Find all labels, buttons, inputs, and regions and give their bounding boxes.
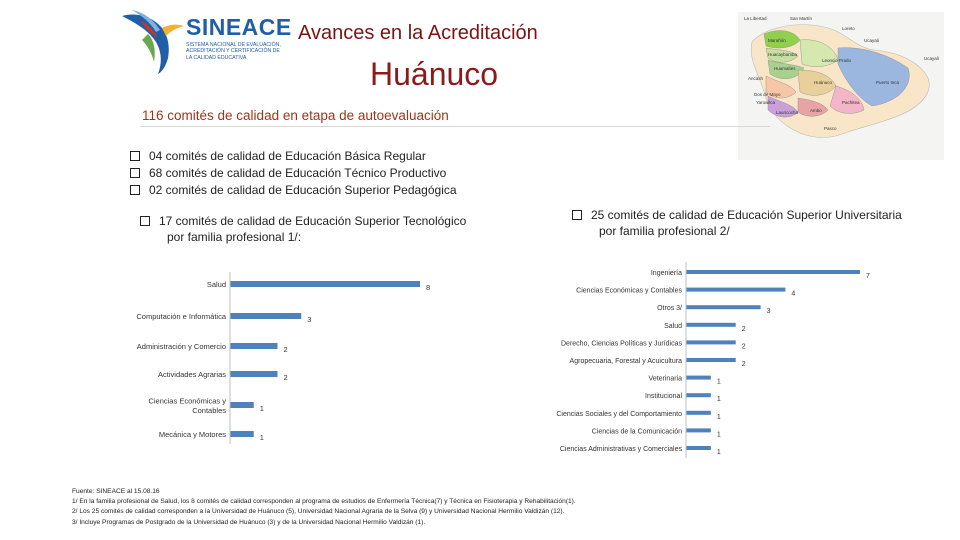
footer-note-1: 1/ En la familia profesional de Salud, los 8 comités de calidad corresponden al programa de estudios de Enfermería Técnica(7) y Técnica en Fisioterapia y Rehabilitación(1). <box>72 498 576 506</box>
value-label: 1 <box>259 404 264 413</box>
hummingbird-logo-icon <box>122 10 184 74</box>
category-label: Actividades Agrarias <box>158 370 226 379</box>
category-label: Ingeniería <box>650 270 682 277</box>
value-label: 1 <box>716 413 721 421</box>
bar <box>686 270 860 274</box>
bar <box>686 428 711 432</box>
svg-text:Marañón: Marañón <box>768 38 786 43</box>
category-label: Ciencias Administrativas y Comerciales <box>559 446 682 453</box>
svg-text:Leoncio Prado: Leoncio Prado <box>822 58 852 63</box>
value-label: 2 <box>283 345 288 354</box>
category-label: Derecho, Ciencias Políticas y Jurídicas <box>561 340 682 348</box>
left-chart-heading: 17 comités de calidad de Educación Superior Tecnológico por familia profesional 1/: <box>140 213 466 245</box>
chart-tecnologico <box>0 260 460 450</box>
svg-text:Huacaybamba: Huacaybamba <box>768 52 798 57</box>
footer-source: Fuente: SINEACE al 15.08.16 <box>72 488 160 495</box>
value-label: 2 <box>283 373 288 382</box>
category-label: Ciencias de la Comunicación <box>591 428 682 436</box>
value-label: 8 <box>426 283 431 292</box>
bar <box>230 343 278 349</box>
category-label: Ciencias Sociales y del Comportamiento <box>556 410 682 418</box>
checkbox-bullet-icon <box>130 151 140 161</box>
svg-text:Ucayali: Ucayali <box>924 56 939 61</box>
svg-text:Dos de Mayo: Dos de Mayo <box>754 92 781 97</box>
value-label: 1 <box>716 431 721 439</box>
category-label: Salud <box>664 322 682 330</box>
category-label: Ciencias Económicas y Contables <box>576 287 682 295</box>
huanuco-map <box>738 12 944 160</box>
svg-text:Pachitea: Pachitea <box>842 100 860 105</box>
svg-text:Huamalíes: Huamalíes <box>774 66 796 71</box>
value-label: 1 <box>716 396 721 404</box>
bar <box>686 446 711 450</box>
svg-text:La Libertad: La Libertad <box>744 16 767 21</box>
checkbox-bullet-icon <box>572 210 582 220</box>
value-label: 4 <box>791 290 796 298</box>
category-label: Ciencias Económicas y Contables <box>148 396 226 415</box>
value-label: 2 <box>741 325 746 333</box>
bar <box>686 393 711 397</box>
bar <box>686 305 761 309</box>
svg-text:Loreto: Loreto <box>842 26 855 31</box>
value-label: 1 <box>716 449 721 456</box>
bar <box>230 431 254 437</box>
svg-text:San Martín: San Martín <box>790 16 813 21</box>
svg-text:Lauricocha: Lauricocha <box>776 110 799 115</box>
category-label: Computación e Informática <box>136 312 226 321</box>
checkbox-bullet-icon <box>130 185 140 195</box>
category-label: Institucional <box>645 393 682 401</box>
value-label: 3 <box>307 315 312 324</box>
bar <box>686 340 736 344</box>
bullet-item: 04 comités de calidad de Educación Básica Regular <box>130 148 426 164</box>
svg-text:Ucayali: Ucayali <box>864 38 879 43</box>
bar <box>230 313 301 319</box>
bullet-item: 02 comités de calidad de Educación Superior Pedagógica <box>130 182 457 198</box>
footer-note-2: 2/ Los 25 comités de calidad corresponden a la Universidad de Huánuco (5), Universidad Nacional Agraria de la Selva (9) y Universidad Nacional Hermilio Valdizán (12). <box>72 508 565 516</box>
right-chart-heading: 25 comités de calidad de Educación Superior Universitaria por familia profesional 2/ <box>572 207 902 239</box>
bar <box>230 371 278 377</box>
svg-text:Ambo: Ambo <box>810 108 822 113</box>
svg-text:Yarowilca: Yarowilca <box>756 100 776 105</box>
checkbox-bullet-icon <box>140 216 150 226</box>
value-label: 2 <box>741 343 746 351</box>
checkbox-bullet-icon <box>130 168 140 178</box>
footer-note-3: 3/ Incluye Programas de Postgrado de la Universidad de Huánuco (3) y de la Universidad Nacional Hermilio Valdizán (1). <box>72 518 426 526</box>
value-label: 7 <box>866 273 870 280</box>
chart-universitario <box>480 262 880 458</box>
summary-subtitle: 116 comités de calidad en etapa de autoevaluación <box>142 108 449 123</box>
bar <box>686 411 711 415</box>
value-label: 3 <box>766 308 771 316</box>
footer-notes <box>72 487 576 528</box>
logo-wordmark: SINEACE <box>186 14 292 40</box>
category-label: Salud <box>206 280 226 289</box>
bar <box>686 323 736 327</box>
svg-text:Pasco: Pasco <box>824 126 837 131</box>
bar <box>686 376 711 380</box>
category-label: Agropecuaria, Forestal y Acuicultura <box>569 358 682 365</box>
logo-subtitle: SISTEMA NACIONAL DE EVALUACIÓN, ACREDITACIÓN Y CERTIFICACIÓN DE LA CALIDAD EDUCATIVA <box>186 42 281 61</box>
region-title: Huánuco <box>370 56 499 92</box>
value-label: 2 <box>741 361 746 368</box>
bar <box>230 281 420 287</box>
svg-text:Puerto Inca: Puerto Inca <box>876 80 900 85</box>
value-label: 1 <box>259 433 264 442</box>
svg-text:Huánuco: Huánuco <box>814 80 833 85</box>
bar <box>686 288 785 292</box>
bar <box>230 402 254 408</box>
category-label: Veterinaria <box>648 375 682 383</box>
divider <box>140 126 770 127</box>
category-label: Mecánica y Motores <box>158 430 226 439</box>
page-title: Avances en la Acreditación <box>298 22 538 44</box>
bar <box>686 358 736 362</box>
svg-text:Ancash: Ancash <box>748 76 764 81</box>
bullet-item: 68 comités de calidad de Educación Técnico Productivo <box>130 165 446 181</box>
category-label: Administración y Comercio <box>136 342 226 351</box>
category-label: Otros 3/ <box>657 305 682 313</box>
value-label: 1 <box>716 378 721 386</box>
